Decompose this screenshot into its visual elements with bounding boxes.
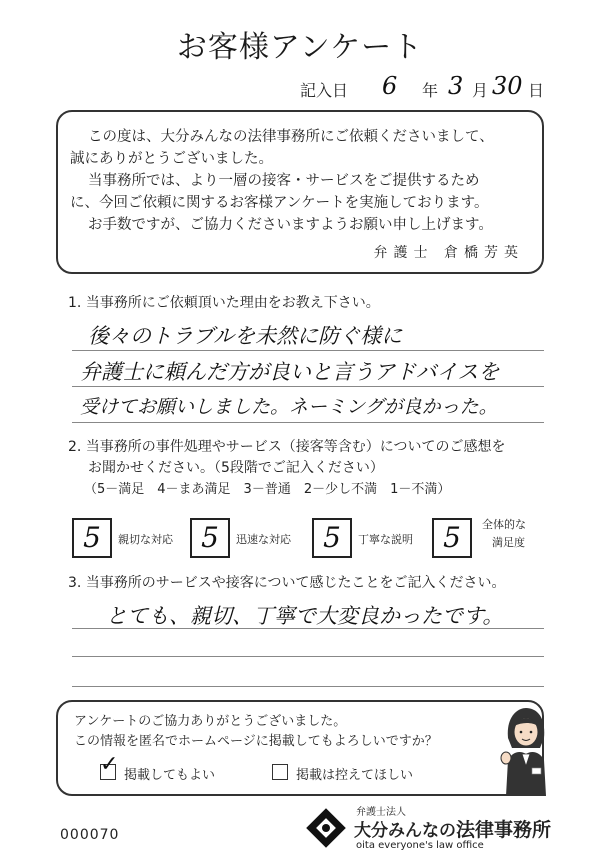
rating-scale-legend: （5－満足 4－まあ満足 3－普通 2－少し不満 1－不満） — [84, 482, 451, 497]
question-3: 3. 当事務所のサービスや接客について感じたことをご記入ください。 — [68, 575, 506, 591]
q1-answer-line-1: 後々のトラブルを未然に防ぐ様に — [88, 324, 403, 348]
firm-type-label: 弁護士法人 — [356, 807, 406, 818]
checkmark-icon: ✓ — [100, 752, 119, 777]
rating-box-speed: 5 — [190, 518, 230, 558]
firm-name — [354, 815, 551, 842]
q1-rule-2 — [72, 386, 544, 387]
greeting-line-5: お手数ですが、ご協力くださいますようお願い申し上げます。 — [88, 217, 493, 233]
date-year-unit: 年 — [422, 81, 439, 100]
rating-label-kind: 親切な対応 — [118, 533, 173, 546]
consent-yes-label: 掲載してもよい — [124, 768, 216, 783]
rating-box-overall: 5 — [432, 518, 472, 558]
firm-name-part-b: 法律事務所 — [456, 819, 552, 841]
law-firm-logo — [304, 806, 348, 850]
date-day: 30 — [492, 72, 523, 100]
q3-rule-1 — [72, 628, 544, 629]
q3-answer: とても、親切、丁寧で大変良かったです。 — [106, 604, 504, 628]
rating-box-kind: 5 — [72, 518, 112, 558]
firm-english-name: oita everyone's law office — [356, 840, 484, 851]
date-year: 6 — [382, 72, 398, 100]
question-1: 1. 当事務所にご依頼頂いた理由をお教え下さい。 — [68, 295, 380, 311]
greeting-line-2: 誠にありがとうございました。 — [70, 151, 273, 167]
date-month: 3 — [448, 72, 464, 100]
rating-label-explanation: 丁寧な説明 — [358, 533, 413, 546]
survey-number: 000070 — [60, 827, 120, 843]
firm-name-part-a: 大分みんなの — [354, 821, 456, 841]
rating-label-overall-1: 全体的な — [482, 518, 526, 531]
rating-label-speed: 迅速な対応 — [236, 533, 291, 546]
question-2-line-2: お聞かせください。（5段階でご記入ください） — [88, 460, 384, 476]
q3-rule-3 — [72, 686, 544, 687]
q1-answer-line-3: 受けてお願いしました。ネーミングが良かった。 — [80, 396, 498, 418]
greeting-box — [56, 110, 544, 274]
rating-box-explanation: 5 — [312, 518, 352, 558]
lawyer-signature: 弁護士 倉橋芳英 — [373, 245, 524, 261]
question-2-line-1: 2. 当事務所の事件処理やサービス（接客等含む）についてのご感想を — [68, 439, 506, 455]
consent-no-checkbox[interactable] — [272, 764, 288, 780]
consent-line-2: この情報を匿名でホームページに掲載してもよろしいですか？ — [74, 734, 438, 749]
q3-rule-2 — [72, 656, 544, 657]
greeting-line-1: この度は、大分みんなの法律事務所にご依頼くださいまして、 — [88, 129, 494, 145]
q1-rule-1 — [72, 350, 544, 351]
date-label: 記入日 — [300, 81, 349, 100]
q1-answer-line-2: 弁護士に頼んだ方が良いと言うアドバイスを — [80, 360, 500, 384]
greeting-line-4: に、今回ご依頼に関するお客様アンケートを実施しております。 — [70, 195, 489, 211]
consent-box — [56, 700, 544, 796]
q1-rule-3 — [72, 422, 544, 423]
survey-title: お客様アンケート — [176, 30, 424, 65]
date-day-unit: 日 — [528, 81, 545, 100]
date-month-unit: 月 — [472, 81, 489, 100]
rating-label-overall-2: 満足度 — [492, 536, 525, 549]
consent-line-1: アンケートのご協力ありがとうございました。 — [74, 714, 347, 729]
greeting-line-3: 当事務所では、より一層の接客・サービスをご提供するため — [88, 173, 480, 189]
receptionist-illustration — [500, 704, 552, 796]
consent-no-label: 掲載は控えてほしい — [296, 768, 414, 783]
